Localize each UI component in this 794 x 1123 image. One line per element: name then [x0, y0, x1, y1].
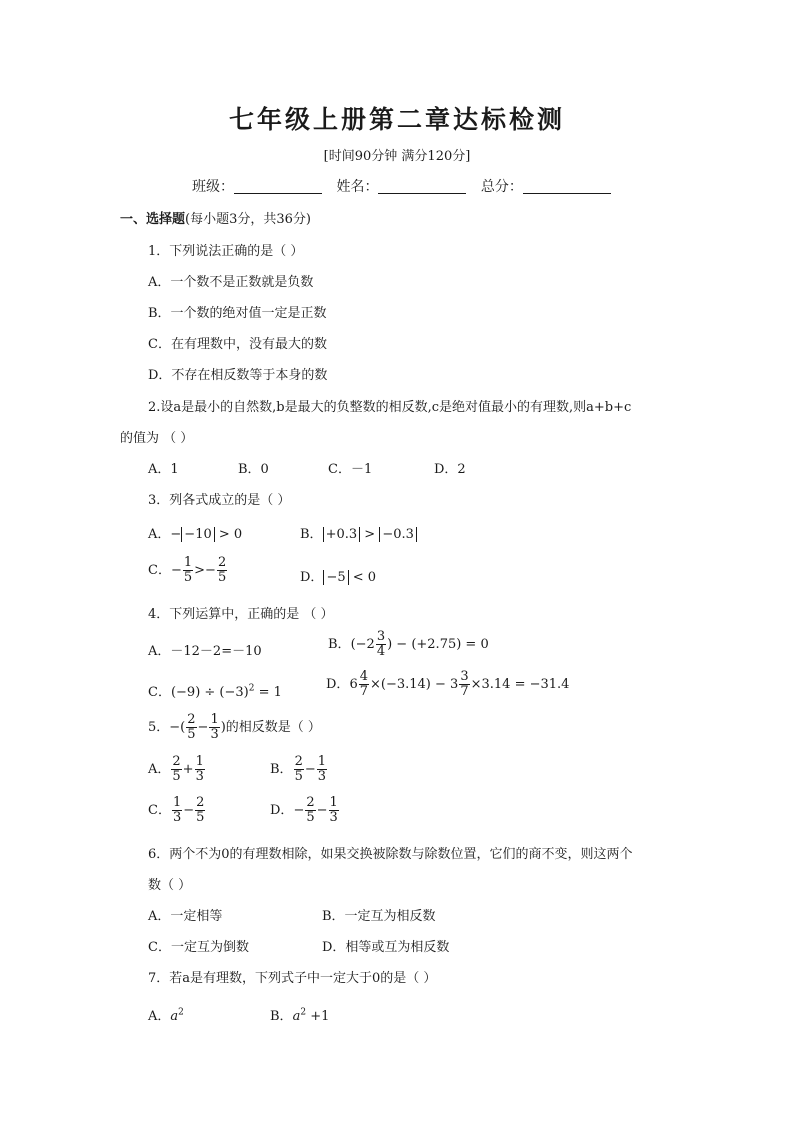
q6-stem-line2: 数（ ）	[148, 878, 192, 893]
student-info-line	[192, 176, 621, 196]
name-blank	[378, 179, 466, 194]
name-label: 姓名：	[336, 179, 379, 195]
q1-option-a: A．一个数不是正数就是负数	[148, 275, 314, 290]
q6-option-a: A．一定相等	[148, 909, 223, 924]
q2-option-c: C．－1	[328, 462, 373, 477]
q4-option-c: C．$(-9) \div (-3)^2 = 1$	[148, 683, 282, 700]
class-label: 班级：	[192, 179, 234, 195]
q4-option-a: A．－12－2=－10	[148, 644, 262, 659]
q5-stem: 5．−( $\frac{2}{5}$ − $\frac{1}{3}$ )的相反数是（ ）	[148, 712, 321, 742]
q4-stem: 4．下列运算中，正确的是 （ ）	[148, 607, 334, 622]
q1-option-b: B．一个数的绝对值一定是正数	[148, 306, 327, 321]
q3-option-b: B． +0.3 > −0.3	[300, 523, 417, 542]
q1-option-c: C．在有理数中，没有最大的数	[148, 337, 327, 352]
q3-option-c: C．− $\frac{1}{5}$ >− $\frac{2}{5}$	[148, 555, 227, 585]
q4-option-d: D．6 $\frac{4}{7}$ ×(−3.14) − 3 $\frac{3}{7}$ ×3.14 = −31.4	[326, 669, 570, 699]
q5-option-c: C． $\frac{1}{3}$ − $\frac{2}{5}$	[148, 795, 205, 825]
q2-option-b: B．0	[238, 462, 269, 477]
section-heading	[120, 208, 311, 227]
q1-option-d: D．不存在相反数等于本身的数	[148, 368, 328, 383]
class-blank	[234, 179, 322, 194]
q3-option-a: A．− −10 > 0	[148, 527, 243, 542]
q3-stem: 3．列各式成立的是（ ）	[148, 493, 291, 508]
q6-option-b: B．一定互为相反数	[322, 909, 436, 924]
q6-option-d: D．相等或互为相反数	[322, 940, 450, 955]
q6-stem-line1: 6．两个不为0的有理数相除，如果交换被除数与除数位置，它们的商不变，则这两个	[148, 847, 633, 862]
q2-stem-line2: 的值为 （ ）	[120, 431, 194, 446]
q5-option-b: B． $\frac{2}{5}$ − $\frac{1}{3}$	[270, 754, 327, 784]
total-blank	[523, 179, 611, 194]
q2-option-a: A．1	[148, 462, 179, 477]
q7-stem: 7．若a是有理数，下列式子中一定大于0的是（ ）	[148, 971, 437, 986]
q3-option-d: D． −5 < 0	[300, 570, 377, 585]
section-title: 一、选择题	[120, 212, 186, 227]
total-label: 总分：	[480, 179, 523, 195]
q6-option-c: C．一定互为倒数	[148, 940, 249, 955]
q5-option-d: D．− $\frac{2}{5}$ − $\frac{1}{3}$	[270, 795, 338, 825]
q7-option-b: B．$a^2 +1$	[270, 1007, 330, 1024]
q2-option-d: D．2	[434, 462, 466, 477]
q5-option-a: A． $\frac{2}{5}$ + $\frac{1}{3}$	[148, 754, 204, 784]
q1-stem: 1．下列说法正确的是（ ）	[148, 244, 304, 259]
q2-stem-line1: 2.设a是最小的自然数,b是最大的负整数的相反数,c是绝对值最小的有理数,则a+b+c	[148, 400, 632, 415]
section-note: (每小题3分，共36分)	[185, 212, 311, 227]
time-and-score: [时间90分钟 满分120分]	[323, 149, 471, 164]
q4-option-b: B．(−2 $\frac{3}{4}$ ) − (+2.75) = 0	[328, 629, 489, 659]
page-title: 七年级上册第二章达标检测	[228, 105, 565, 134]
q7-option-a: A．$a^2$	[148, 1007, 184, 1024]
